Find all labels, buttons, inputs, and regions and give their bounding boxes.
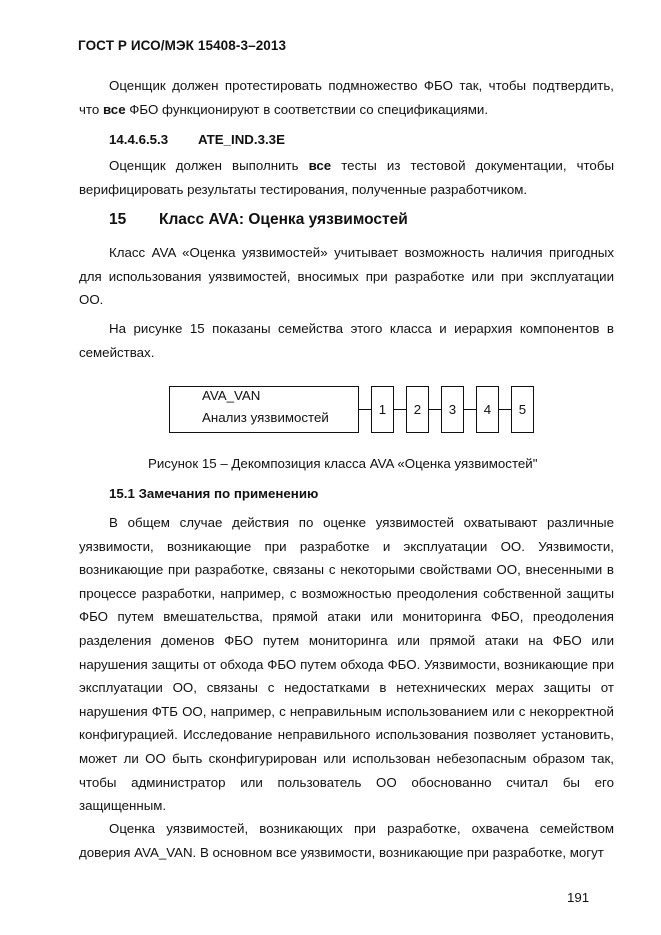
connector-line xyxy=(394,409,406,410)
paragraph-execute-tests xyxy=(79,154,614,201)
subsection-heading-ate-ind xyxy=(109,132,285,147)
paragraph-test-subset xyxy=(79,74,614,121)
section-title: Класс AVA: Оценка уязвимостей xyxy=(159,211,408,228)
component-box-1: 1 xyxy=(371,386,394,433)
paragraph-ava-van-coverage: Оценка уязвимостей, возникающих при разработке, охвачена семейством доверия AVA_VAN. В основном все уязвимости, возникающие при разработке, могут xyxy=(79,821,614,860)
para1-before: Оценщик должен протестировать подмножество ФБО так, чтобы подтвердить, что xyxy=(79,78,614,117)
paragraph-ava-class: Класс AVA «Оценка уязвимостей» учитывает возможность наличия пригодных для использования уязвимостей, вносимых при разработке или при эксплуатации ОО. xyxy=(79,245,614,308)
component-box-2: 2 xyxy=(406,386,429,433)
section-heading-ava xyxy=(109,211,408,229)
family-code: AVA_VAN xyxy=(202,388,261,403)
figure-caption: Рисунок 15 – Декомпозиция класса AVA «Оценка уязвимостей" xyxy=(148,456,538,471)
document-header: ГОСТ Р ИСО/МЭК 15408-3–2013 xyxy=(78,38,287,53)
subsection-number: 14.4.6.5.3 xyxy=(109,132,169,147)
page-number: 191 xyxy=(567,890,590,905)
family-box-ava-van xyxy=(169,386,359,433)
para1-after: ФБО функционируют в соответствии со спецификациями. xyxy=(125,101,489,117)
connector-line xyxy=(429,409,441,410)
connector-line xyxy=(499,409,511,410)
component-box-3: 3 xyxy=(441,386,464,433)
family-name: Анализ уязвимостей xyxy=(202,410,329,425)
para2-bold: все xyxy=(308,158,332,173)
para2-before: Оценщик должен выполнить xyxy=(109,158,309,173)
subsection-title: ATE_IND.3.3E xyxy=(198,132,285,147)
section-number: 15 xyxy=(109,211,127,228)
para1-bold: все xyxy=(102,101,126,117)
component-box-5: 5 xyxy=(511,386,534,433)
component-box-4: 4 xyxy=(476,386,499,433)
connector-line xyxy=(359,409,371,410)
para2-after: тесты из тестовой документации, чтобы верифицировать результаты тестирования, полученные разработчиком. xyxy=(79,158,615,197)
paragraph-vulnerability-analysis: В общем случае действия по оценке уязвимостей охватывают различные уязвимости, возникающие при разработке и эксплуатации ОО. Уязвимости, возникающие при разработке, связаны с некоторыми свойствами ОО, внесенными в процессе разработки, например, с возможностью преодоления собственной защиты ФБО путем вмешательства, прямой атаки или мониторинга ФБО, преодоления разделения доменов ФБО путем мониторинга или прямой атаки на ФБО или нарушения защиты от обхода ФБО путем обхода ФБО. Уязвимости, возникающие при эксплуатации ОО, связаны с недостатками в нетехнических мерах защиты от нарушения ФТБ ОО, например, с неправильным использованием или с некорректной конфигурацией. Исследование неправильного использования позволяет установить, может ли ОО быть сконфигурирован или использован небезопасным образом так, чтобы администратор или пользователь ОО обоснованно считал бы его защищенным. xyxy=(79,515,614,814)
paragraph-figure-reference: На рисунке 15 показаны семейства этого класса и иерархия компонентов в семействах. xyxy=(79,321,614,360)
subsection-heading-application-notes: 15.1 Замечания по применению xyxy=(109,486,319,501)
connector-line xyxy=(464,409,476,410)
